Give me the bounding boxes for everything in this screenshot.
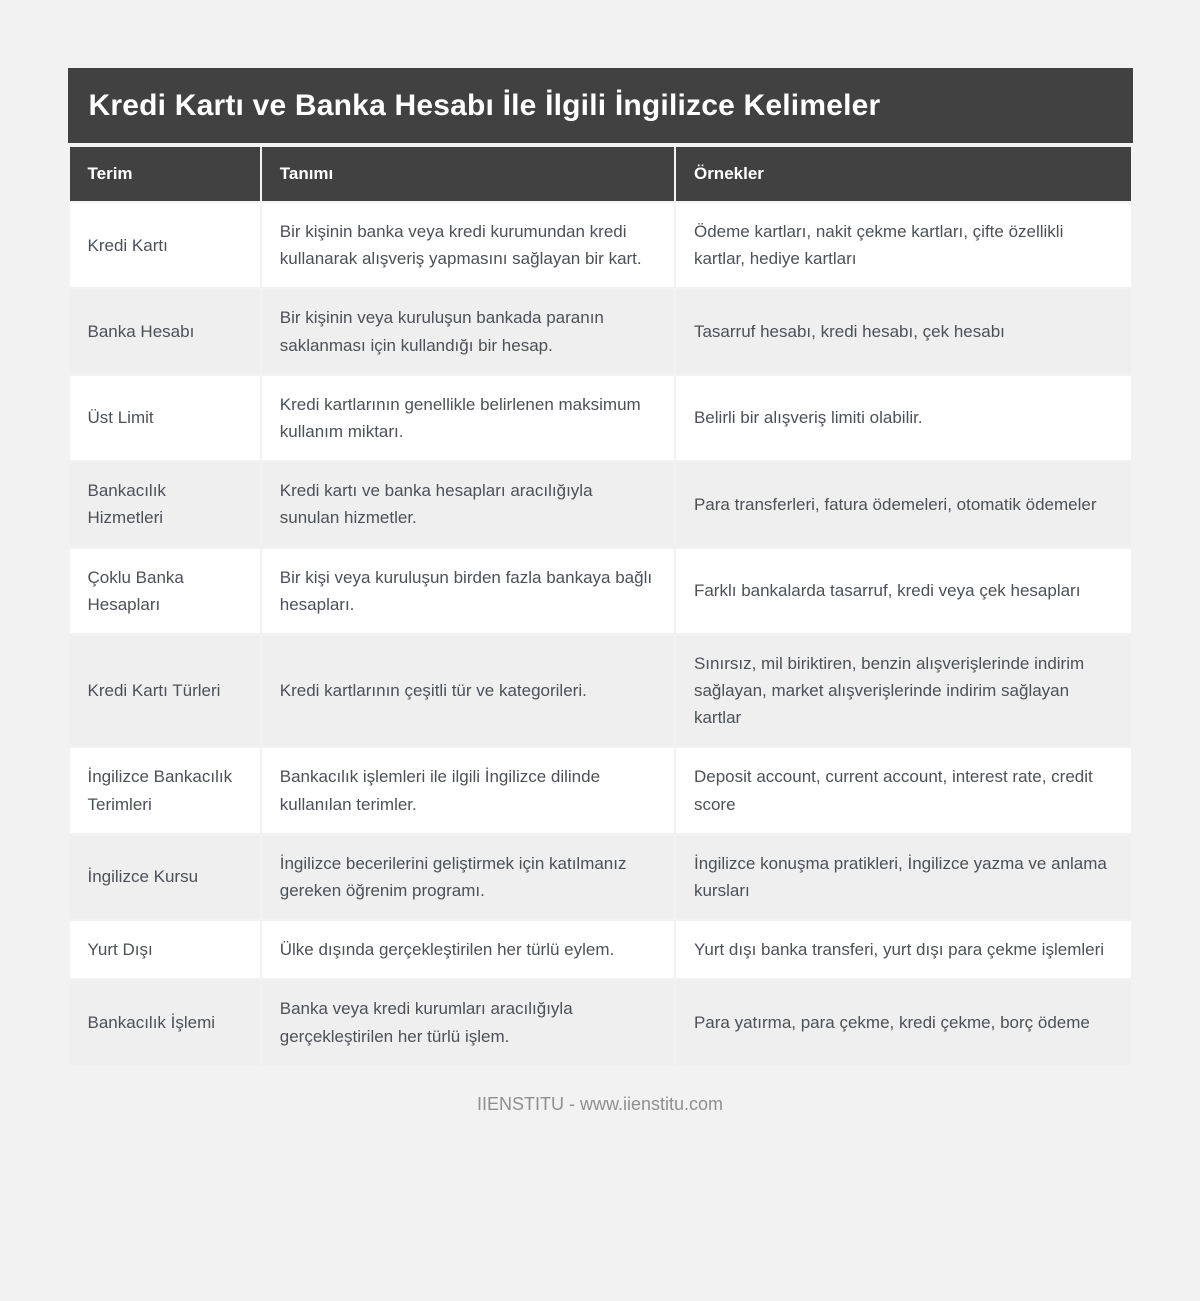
page	[68, 0, 1133, 1115]
definition-cell: Kredi kartlarının genellikle belirlenen maksimum kullanım miktarı.	[262, 376, 674, 460]
definition-cell: Kredi kartı ve banka hesapları aracılığıyla sunulan hizmetler.	[262, 462, 674, 546]
definition-cell: Bankacılık işlemleri ile ilgili İngilizce dilinde kullanılan terimler.	[262, 748, 674, 832]
table-row	[70, 835, 1131, 919]
table-row	[70, 748, 1131, 832]
definition-cell: İngilizce becerilerini geliştirmek için katılmanız gereken öğrenim programı.	[262, 835, 674, 919]
table-row	[70, 921, 1131, 978]
definition-cell: Banka veya kredi kurumları aracılığıyla gerçekleştirilen her türlü işlem.	[262, 980, 674, 1064]
term-cell: Kredi Kartı Türleri	[70, 635, 260, 747]
column-header-definition: Tanımı	[262, 147, 674, 201]
examples-cell: Ödeme kartları, nakit çekme kartları, çifte özellikli kartlar, hediye kartları	[676, 203, 1131, 287]
table-row	[70, 289, 1131, 373]
table-row	[70, 462, 1131, 546]
footer-credit: IIENSTITU - www.iienstitu.com	[476, 1093, 724, 1114]
footer	[68, 1094, 1133, 1115]
examples-cell: Para yatırma, para çekme, kredi çekme, borç ödeme	[676, 980, 1131, 1064]
definition-cell: Kredi kartlarının çeşitli tür ve kategorileri.	[262, 635, 674, 747]
term-cell: Kredi Kartı	[70, 203, 260, 287]
definition-cell: Ülke dışında gerçekleştirilen her türlü eylem.	[262, 921, 674, 978]
definition-cell: Bir kişi veya kuruluşun birden fazla bankaya bağlı hesapları.	[262, 549, 674, 633]
term-cell: Bankacılık İşlemi	[70, 980, 260, 1064]
vocab-table	[68, 145, 1133, 1067]
table-row	[70, 980, 1131, 1064]
term-cell: Banka Hesabı	[70, 289, 260, 373]
table-row	[70, 549, 1131, 633]
table-row	[70, 376, 1131, 460]
table-body	[70, 203, 1131, 1065]
examples-cell: Yurt dışı banka transferi, yurt dışı para çekme işlemleri	[676, 921, 1131, 978]
term-cell: İngilizce Kursu	[70, 835, 260, 919]
examples-cell: Para transferleri, fatura ödemeleri, otomatik ödemeler	[676, 462, 1131, 546]
examples-cell: Deposit account, current account, interest rate, credit score	[676, 748, 1131, 832]
table-row	[70, 203, 1131, 287]
column-header-examples: Örnekler	[676, 147, 1131, 201]
title-bar	[68, 68, 1133, 143]
examples-cell: Belirli bir alışveriş limiti olabilir.	[676, 376, 1131, 460]
term-cell: Üst Limit	[70, 376, 260, 460]
term-cell: İngilizce Bankacılık Terimleri	[70, 748, 260, 832]
table-header-row	[70, 147, 1131, 201]
term-cell: Çoklu Banka Hesapları	[70, 549, 260, 633]
examples-cell: Sınırsız, mil biriktiren, benzin alışverişlerinde indirim sağlayan, market alışverişlerinde indirim sağlayan kartlar	[676, 635, 1131, 747]
definition-cell: Bir kişinin banka veya kredi kurumundan kredi kullanarak alışveriş yapmasını sağlayan bir kart.	[262, 203, 674, 287]
examples-cell: Farklı bankalarda tasarruf, kredi veya çek hesapları	[676, 549, 1131, 633]
term-cell: Yurt Dışı	[70, 921, 260, 978]
definition-cell: Bir kişinin veya kuruluşun bankada paranın saklanması için kullandığı bir hesap.	[262, 289, 674, 373]
page-title: Kredi Kartı ve Banka Hesabı İle İlgili İngilizce Kelimeler	[88, 88, 881, 122]
examples-cell: İngilizce konuşma pratikleri, İngilizce yazma ve anlama kursları	[676, 835, 1131, 919]
table-row	[70, 635, 1131, 747]
column-header-term: Terim	[70, 147, 260, 201]
term-cell: Bankacılık Hizmetleri	[70, 462, 260, 546]
examples-cell: Tasarruf hesabı, kredi hesabı, çek hesabı	[676, 289, 1131, 373]
